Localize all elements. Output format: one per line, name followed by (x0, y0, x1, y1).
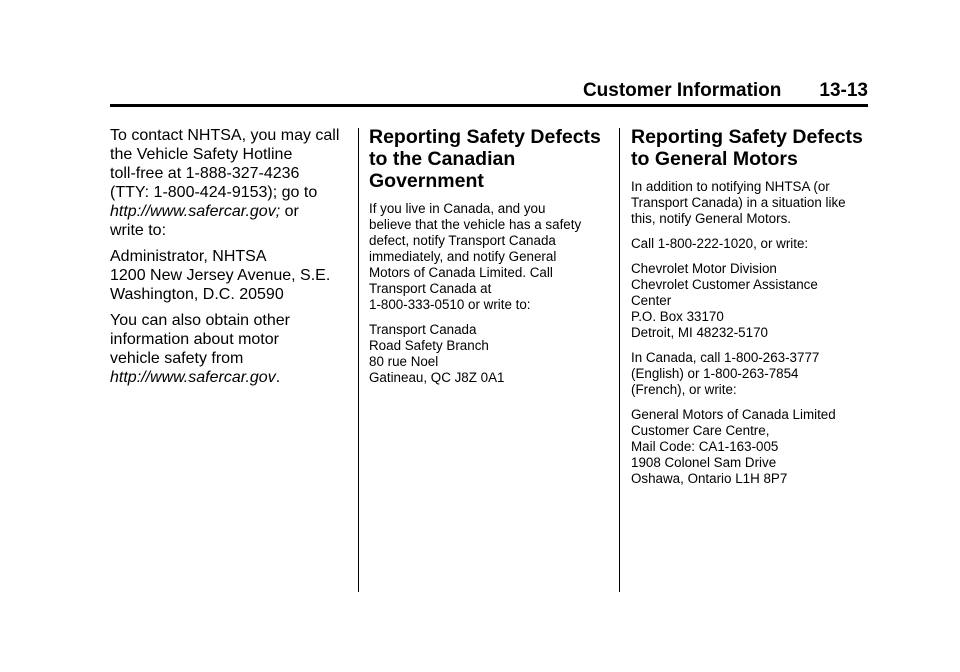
chevrolet-address (631, 261, 871, 341)
address-line: Oshawa, Ontario L1H 8P7 (631, 471, 788, 486)
column-divider-1 (358, 128, 359, 592)
text-line: If you live in Canada, and you (369, 201, 546, 216)
text-line (110, 368, 355, 387)
text-line: In Canada, call 1-800-263-3777 (631, 350, 820, 365)
text-line: defect, notify Transport Canada (369, 233, 556, 248)
column-divider-2 (619, 128, 620, 592)
canada-call-paragraph (631, 350, 871, 398)
transport-canada-address (369, 322, 609, 386)
page-header (110, 80, 868, 102)
canada-paragraph (369, 201, 609, 313)
text-line: Motors of Canada Limited. Call (369, 265, 553, 280)
address-line: Customer Care Centre, (631, 423, 770, 438)
address-line: P.O. Box 33170 (631, 309, 724, 324)
text-line: (TTY: 1-800-424-9153); go to (110, 184, 318, 201)
text-line: Transport Canada) in a situation like (631, 195, 846, 210)
section-title: Customer Information (582, 80, 782, 101)
text-line: You can also obtain other (110, 312, 290, 329)
address-line: Washington, D.C. 20590 (110, 286, 284, 303)
text-line: immediately, and notify General (369, 249, 557, 264)
text-line: (French), or write: (631, 382, 737, 397)
text-line: vehicle safety from (110, 350, 244, 367)
text-line: Call 1-800-222-1020, or write: (631, 236, 809, 251)
text-line: Transport Canada at (369, 281, 492, 296)
text-line: the Vehicle Safety Hotline (110, 146, 293, 163)
text-line: To contact NHTSA, you may call (110, 127, 340, 144)
text-line: toll-free at 1-888-327-4236 (110, 165, 300, 182)
text-line: (English) or 1-800-263-7854 (631, 366, 799, 381)
page-number: 13-13 (819, 80, 868, 101)
nhtsa-address (110, 247, 355, 304)
text-line: this, notify General Motors. (631, 211, 792, 226)
column-1 (110, 126, 355, 394)
gm-heading (631, 126, 871, 170)
other-info-paragraph (110, 311, 355, 387)
gm-paragraph (631, 179, 871, 227)
address-line: 1908 Colonel Sam Drive (631, 455, 777, 470)
text-line (110, 202, 355, 221)
column-2 (369, 126, 609, 395)
address-line: Road Safety Branch (369, 338, 489, 353)
address-line: Mail Code: CA1-163-005 (631, 439, 779, 454)
text-line: believe that the vehicle has a safety (369, 217, 582, 232)
address-line: General Motors of Canada Limited (631, 407, 836, 422)
address-line: Chevrolet Customer Assistance (631, 277, 818, 292)
text-line: information about motor (110, 331, 279, 348)
text-line: 1-800-333-0510 or write to: (369, 297, 531, 312)
address-line: Administrator, NHTSA (110, 248, 267, 265)
safercar-link[interactable]: http://www.safercar.gov; (110, 203, 281, 220)
heading-line: Reporting Safety Defects (631, 126, 863, 148)
heading-line: to the Canadian (369, 148, 516, 170)
heading-line: Reporting Safety Defects (369, 126, 601, 148)
address-line: Chevrolet Motor Division (631, 261, 777, 276)
text-fragment: or (280, 203, 299, 220)
address-line: Gatineau, QC J8Z 0A1 (369, 370, 505, 385)
canada-heading (369, 126, 609, 192)
header-rule (110, 104, 868, 107)
gm-call-paragraph (631, 236, 871, 252)
address-line: Detroit, MI 48232-5170 (631, 325, 768, 340)
heading-line: Government (369, 170, 484, 192)
column-3 (631, 126, 871, 496)
address-line: 80 rue Noel (369, 354, 439, 369)
text-line: write to: (110, 222, 167, 239)
text-line: In addition to notifying NHTSA (or (631, 179, 830, 194)
gm-canada-address (631, 407, 871, 487)
heading-line: to General Motors (631, 148, 798, 170)
address-line: Transport Canada (369, 322, 477, 337)
safercar-link[interactable]: http://www.safercar.gov (110, 369, 276, 386)
address-line: 1200 New Jersey Avenue, S.E. (110, 267, 331, 284)
nhtsa-contact-paragraph (110, 126, 355, 240)
address-line: Center (631, 293, 672, 308)
text-fragment: . (275, 369, 281, 386)
